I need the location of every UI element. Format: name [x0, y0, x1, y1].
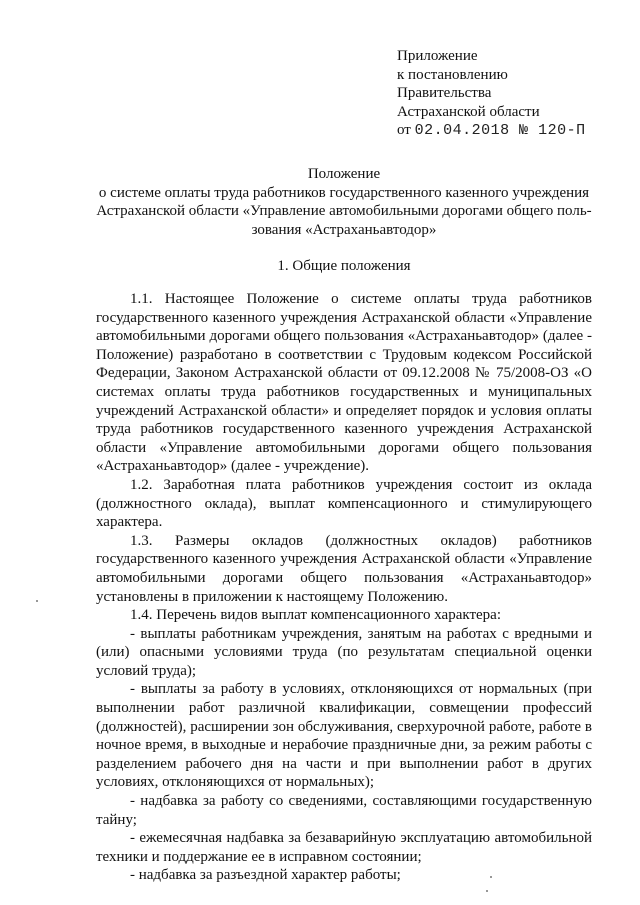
paragraph-1-3: 1.3. Размеры окладов (должностных окладов) работников государственного казенного учреждения Астраханской области «Управление автомобильными дорогами общего пользования «Астраханьавтодор» установлены в приложении к настоящему Положению.	[96, 532, 592, 605]
appendix-resolution: к постановлению	[397, 66, 508, 83]
paragraph-1-2: 1.2. Заработная плата работников учреждения состоит из оклада (должностного оклада), выплат компенсационного и стимулирующего характера.	[96, 476, 592, 531]
scan-speck	[486, 890, 488, 892]
paragraph-1-4: 1.4. Перечень видов выплат компенсационного характера:	[130, 607, 501, 624]
list-item-state-secret: - надбавка за работу со сведениями, составляющими государственную тайну;	[96, 793, 592, 828]
list-item-hazardous: - выплаты работникам учреждения, занятым на работах с вредными и (или) опасными условиями труда (по результатам специальной оценки условий труда);	[96, 625, 592, 679]
title-line-2: Астраханской области «Управление автомобильными дорогами общего поль-	[96, 203, 592, 219]
scan-speck	[36, 600, 38, 602]
paragraph-1-1: 1.1. Настоящее Положение о системе оплаты труда работников государственного казенного учреждения Астраханской области «Управление автомобильными дорогами общего пользования «Астраханьавтодор» (далее - Положение) разработано в соответствии с Трудовым кодексом Российской Федерации, Законом Астраханской области от 09.12.2008 № 75/2008-ОЗ «О системах оплаты труда работников государственных и муниципальных учреждений Астраханской области» и определяет порядок и условия оплаты труда работников государственного казенного учреждения Астраханской области «Управление автомобильными дорогами общего пользования «Астраханьавтодор» (далее - учреждение).	[96, 291, 592, 475]
title-line-3: зования «Астраханьавтодор»	[251, 221, 437, 238]
document-body	[96, 290, 592, 885]
appendix-region: Астраханской области	[397, 103, 540, 120]
title-heading: Положение	[307, 166, 381, 182]
list-item-accident-free: - ежемесячная надбавка за безаварийную эксплуатацию автомобильной техники и поддержание ее в исправном состоянии;	[96, 830, 592, 865]
list-item-abnormal-conditions: - выплаты за работу в условиях, отклоняющихся от нормальных (при выполнении работ различной квалификации, совмещении профессий (должностей), расширении зон обслуживания, сверхурочной работе, работе в ночное время, в выходные и нерабочие праздничные дни, за режим работы с разделением рабочего дня на части и при выполнении работ в других условиях, отклоняющихся от нормальных);	[96, 681, 592, 791]
appendix-government: Правительства	[397, 85, 492, 101]
scan-speck	[490, 876, 492, 878]
list-item-travel: - надбавка за разъездной характер работы;	[130, 867, 401, 884]
section-heading: 1. Общие положения	[277, 258, 411, 274]
appendix-date-prefix: от	[397, 122, 411, 138]
title-line-1: о системе оплаты труда работников государственного казенного учреждения	[98, 184, 590, 201]
document-title	[96, 165, 592, 239]
appendix-header	[397, 47, 586, 141]
appendix-date-line	[397, 121, 586, 141]
appendix-date-stamp: 02.04.2018 № 120-П	[414, 122, 586, 139]
appendix-label: Приложение	[397, 48, 478, 64]
